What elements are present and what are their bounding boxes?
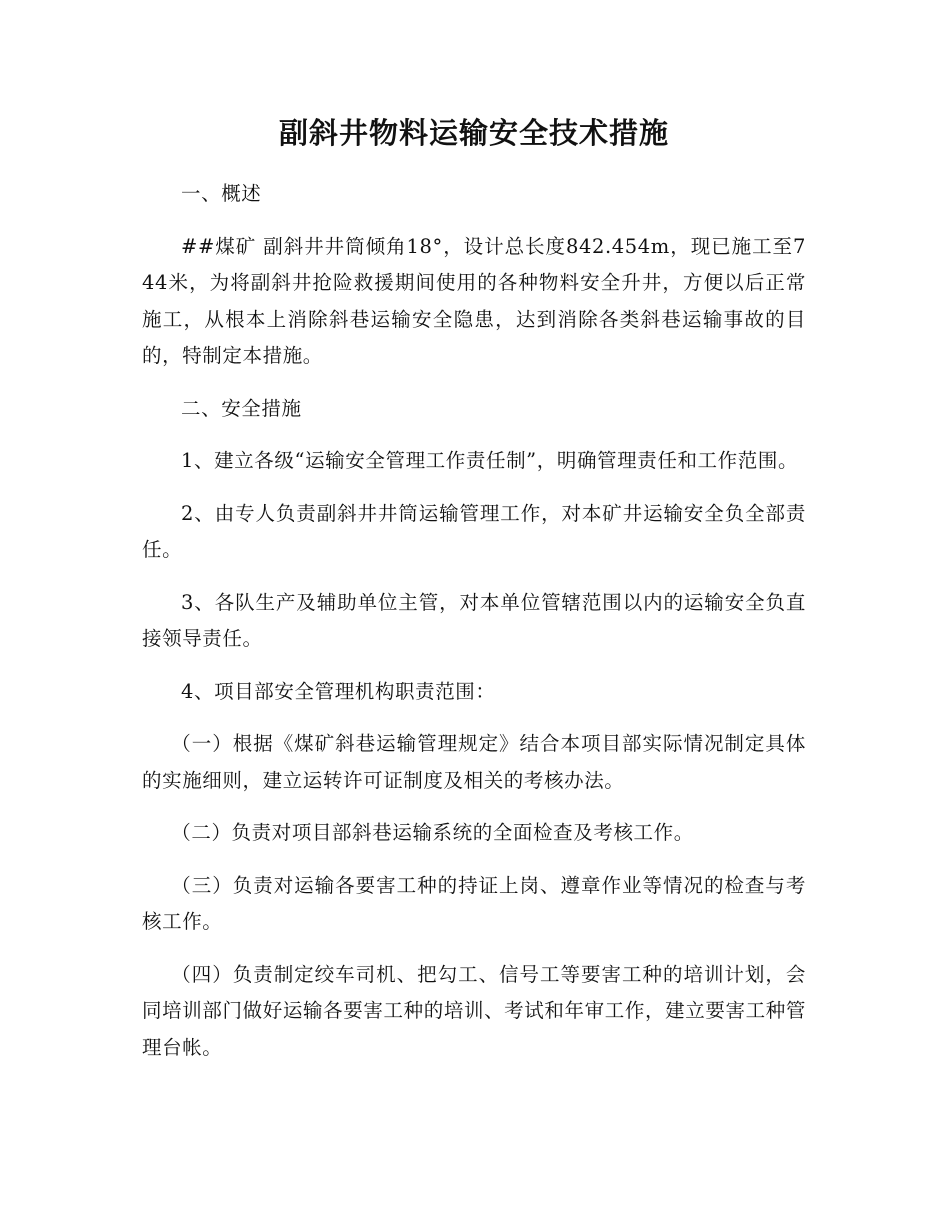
- paragraph-item-1: 1、建立各级“运输安全管理工作责任制”，明确管理责任和工作范围。: [181, 449, 799, 472]
- document-title: 副斜井物料运输安全技术措施: [278, 116, 669, 150]
- document-page: [142, 112, 806, 1082]
- paragraph-item-2: 2、由专人负责副斜井井筒运输管理工作，对本矿井运输安全负全部责任。: [142, 501, 806, 561]
- paragraph-subitem-2: （二）负责对项目部斜巷运输系统的全面检查及考核工作。: [171, 821, 694, 844]
- paragraph-overview: ##煤矿 副斜井井筒倾角18°，设计总长度842.454m，现已施工至744米，为将副斜井抢险救援期间使用的各种物料安全升井，方便以后正常施工，从根本上消除斜巷运输安全隐患，达到消除各类斜巷运输事故的目的，特制定本措施。: [142, 234, 806, 367]
- section-heading-overview: 一、概述: [181, 182, 262, 205]
- paragraph-subitem-4: （四）负责制定绞车司机、把勾工、信号工等要害工种的培训计划，会同培训部门做好运输各要害工种的培训、考试和年审工作，建立要害工种管理台帐。: [142, 962, 806, 1059]
- paragraph-subitem-1: （一）根据《煤矿斜巷运输管理规定》结合本项目部实际情况制定具体的实施细则，建立运转许可证制度及相关的考核办法。: [142, 732, 806, 792]
- paragraph-subitem-3: （三）负责对运输各要害工种的持证上岗、遵章作业等情况的检查与考核工作。: [142, 873, 806, 933]
- section-heading-safety-measures: 二、安全措施: [181, 396, 302, 420]
- paragraph-item-3: 3、各队生产及辅助单位主管，对本单位管辖范围以内的运输安全负直接领导责任。: [142, 590, 806, 650]
- paragraph-item-4: 4、项目部安全管理机构职责范围：: [181, 679, 496, 703]
